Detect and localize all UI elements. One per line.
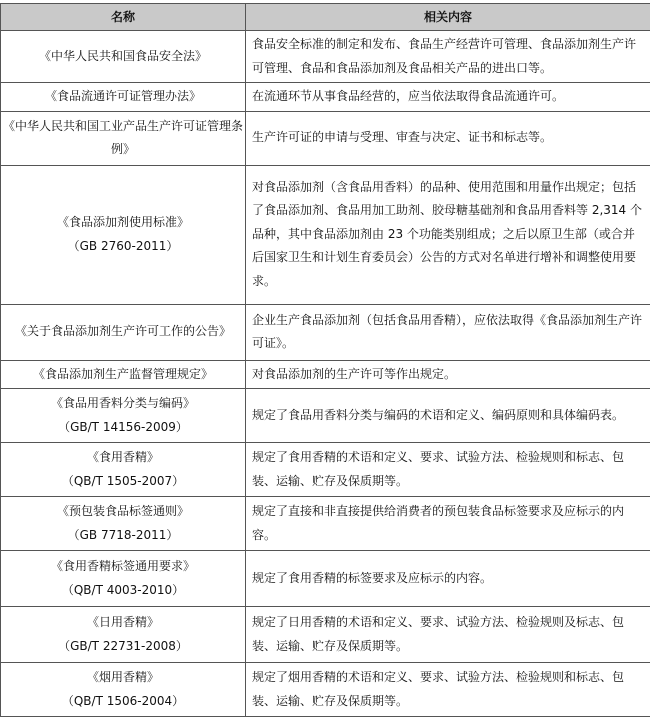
regulation-content: 规定了直接和非直接提供给消费者的预包装食品标签要求及应标示的内容。 (246, 497, 650, 551)
regulation-name-cell (1, 31, 246, 83)
table-row (1, 607, 650, 663)
table-row (1, 360, 650, 389)
regulation-name-cell (1, 165, 246, 304)
regulation-name-cell (1, 111, 246, 165)
regulation-name: 《食品添加剂使用标准》 (56, 215, 189, 229)
table-row (1, 497, 650, 551)
regulation-name: 《食品流通许可证管理办法》 (44, 89, 201, 103)
table-row (1, 443, 650, 497)
standard-code: （GB/T 14156-2009） (58, 419, 188, 434)
regulation-content: 生产许可证的申请与受理、审查与决定、证书和标志等。 (246, 111, 650, 165)
column-header-name: 名称 (1, 4, 246, 31)
regulation-name-cell (1, 497, 246, 551)
regulation-name: 《中华人民共和国食品安全法》 (38, 48, 207, 63)
regulation-name: 《烟用香精》 (86, 670, 159, 684)
table-header-row (1, 4, 650, 31)
regulation-name-cell (1, 663, 246, 717)
regulation-name-cell (1, 389, 246, 443)
regulation-content: 规定了烟用香精的术语和定义、要求、试验方法、检验规则和标志、包装、运输、贮存及保质期等。 (246, 663, 650, 717)
regulation-name-cell (1, 443, 246, 497)
standard-code: （QB/T 4003-2010） (61, 582, 185, 597)
regulation-content: 规定了日用香精的术语和定义、要求、试验方法、检验规则及标志、包装、运输、贮存及保质期等。 (246, 607, 650, 663)
regulation-content: 对食品添加剂（含食品用香料）的品种、使用范围和用量作出规定；包括了食品添加剂、食品用加工助剂、胶母糖基础剂和食品用香料等 2,314 个品种，其中食品添加剂由 23 个功能类别组成；之后以原卫生部（或合并后国家卫生和计划生育委员会）公告的方式对名单进行增补和调整使用要求。 (246, 165, 650, 304)
regulation-name: 《食品用香料分类与编码》 (50, 396, 195, 410)
regulation-name: 《食用香精标签通用要求》 (50, 559, 195, 573)
regulations-table (0, 3, 650, 717)
column-header-content: 相关内容 (246, 4, 650, 31)
table-row (1, 83, 650, 112)
regulation-name-cell (1, 551, 246, 607)
regulation-content: 规定了食品用香料分类与编码的术语和定义、编码原则和具体编码表。 (246, 389, 650, 443)
regulation-content: 在流通环节从事食品经营的，应当依法取得食品流通许可。 (246, 83, 650, 112)
table-row (1, 663, 650, 717)
regulation-name: 《食用香精》 (86, 450, 159, 464)
regulation-name-cell (1, 304, 246, 360)
table-row (1, 304, 650, 360)
table-row (1, 551, 650, 607)
regulation-name: 《关于食品添加剂生产许可工作的公告》 (14, 324, 231, 339)
standard-code: （GB/T 22731-2008） (58, 638, 188, 653)
table-row (1, 111, 650, 165)
regulation-content: 对食品添加剂的生产许可等作出规定。 (246, 360, 650, 389)
table-row (1, 389, 650, 443)
regulation-name-cell (1, 360, 246, 389)
regulation-name: 《日用香精》 (86, 615, 159, 629)
standard-code: （GB 2760-2011） (67, 238, 179, 253)
standard-code: （GB 7718-2011） (67, 527, 179, 542)
standard-code: （QB/T 1505-2007） (61, 473, 185, 488)
regulation-name: 《预包装食品标签通则》 (56, 504, 189, 518)
table-row (1, 165, 650, 304)
regulation-content: 规定了食用香精的标签要求及应标示的内容。 (246, 551, 650, 607)
regulation-name: 《食品添加剂生产监督管理规定》 (32, 366, 213, 381)
table-row (1, 31, 650, 83)
regulation-content: 食品安全标准的制定和发布、食品生产经营许可管理、食品添加剂生产许可管理、食品和食品添加剂及食品相关产品的进出口等。 (246, 31, 650, 83)
regulation-name: 《中华人民共和国工业产品生产许可证管理条例》 (3, 118, 244, 156)
regulation-content: 企业生产食品添加剂（包括食品用香精），应依法取得《食品添加剂生产许可证》。 (246, 304, 650, 360)
regulation-name-cell (1, 83, 246, 112)
standard-code: （QB/T 1506-2004） (61, 693, 185, 708)
regulation-content: 规定了食用香精的术语和定义、要求、试验方法、检验规则和标志、包装、运输、贮存及保质期等。 (246, 443, 650, 497)
regulation-name-cell (1, 607, 246, 663)
